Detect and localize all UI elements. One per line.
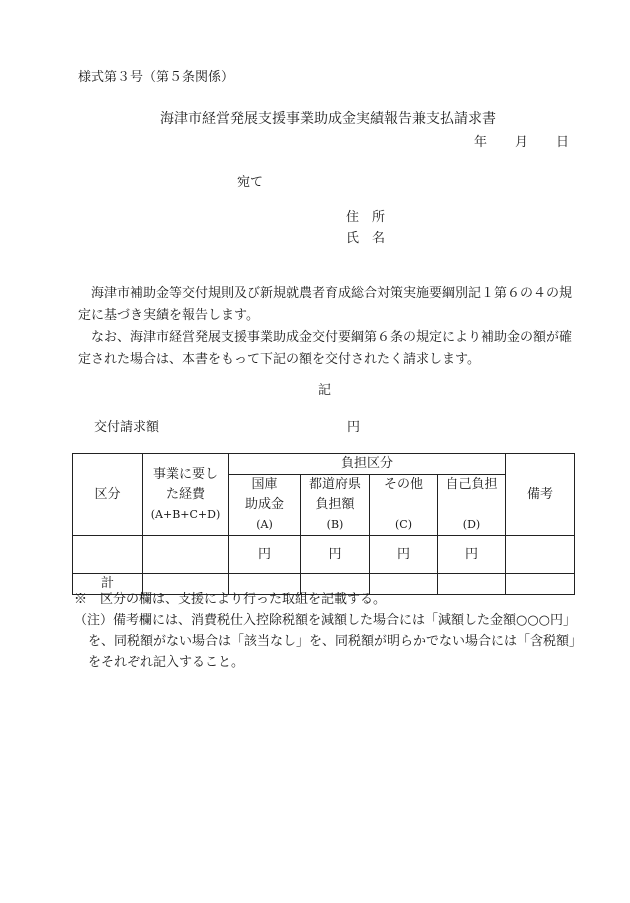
total-row-label: 計 <box>73 574 143 595</box>
header-total-cost <box>143 454 229 536</box>
header-a-tag: (A) <box>256 518 273 531</box>
other-cell[interactable]: 円 <box>370 536 438 574</box>
category-cell[interactable] <box>73 536 143 574</box>
form-number: 様式第３号（第５条関係） <box>78 70 235 85</box>
total-cost-cell[interactable] <box>143 536 229 574</box>
header-c-tag: (C) <box>395 518 412 531</box>
header-b-tag: (B) <box>326 518 344 531</box>
note-category: ※ 区分の欄は、支援により行った取組を記載する。 <box>74 592 387 607</box>
remarks-cell[interactable] <box>506 536 575 574</box>
body-paragraph: 海津市補助金等交付規則及び新規就農者育成総合対策実施要綱別記１第６の４の規定に基づき実績を報告します。 <box>78 286 573 323</box>
body-text <box>78 283 578 371</box>
header-b-line2: 負担額 <box>315 497 355 512</box>
addressee-suffix: 宛て <box>237 175 264 190</box>
prefecture-burden-cell[interactable]: 円 <box>301 536 370 574</box>
header-prefecture-burden <box>301 475 370 536</box>
document-title: 海津市経営発展支援事業助成金実績報告兼支払請求書 <box>160 111 496 127</box>
table-row <box>73 536 575 574</box>
header-total-cost-formula: (A+B+C+D) <box>150 507 221 521</box>
notes <box>74 589 580 673</box>
header-a-line1: 国庫 <box>251 477 278 492</box>
body-paragraph: なお、海津市経営発展支援事業助成金交付要綱第６条の規定により補助金の額が確定された場合は、本書をもって下記の額を交付されたく請求します。 <box>78 330 573 367</box>
header-remarks: 備考 <box>506 454 575 536</box>
header-burden-group: 負担区分 <box>229 454 506 475</box>
expense-table <box>72 453 575 595</box>
request-amount-unit: 円 <box>347 420 361 435</box>
header-d-tag: (D) <box>462 518 481 531</box>
header-a-line2: 助成金 <box>244 497 284 512</box>
header-category: 区分 <box>73 454 143 536</box>
header-total-cost-line1: 事業に要し <box>152 466 218 482</box>
header-d-line1: 自己負担 <box>445 477 498 492</box>
header-national-subsidy <box>229 475 301 536</box>
header-c-line1: その他 <box>383 477 423 492</box>
name-label: 氏 名 <box>346 231 386 246</box>
header-total-cost-line2: た経費 <box>165 486 205 502</box>
note-remarks: （注）備考欄には、消費税仕入控除税額を減額した場合には「減額した金額○○○円」を、同税額がない場合は「該当なし」を、同税額が明らかでない場合には「含税額」をそれぞれ記入すること。 <box>74 613 577 670</box>
header-self-burden <box>438 475 506 536</box>
request-amount-label: 交付請求額 <box>94 420 160 435</box>
header-b-line1: 都道府県 <box>308 477 361 492</box>
ki-heading: 記 <box>318 383 332 398</box>
date-year-label: 年 <box>474 135 488 150</box>
self-burden-cell[interactable]: 円 <box>438 536 506 574</box>
address-label: 住 所 <box>346 210 386 225</box>
date-day-label: 日 <box>556 135 570 150</box>
national-subsidy-cell[interactable]: 円 <box>229 536 301 574</box>
header-other <box>370 475 438 536</box>
date-month-label: 月 <box>515 135 529 150</box>
